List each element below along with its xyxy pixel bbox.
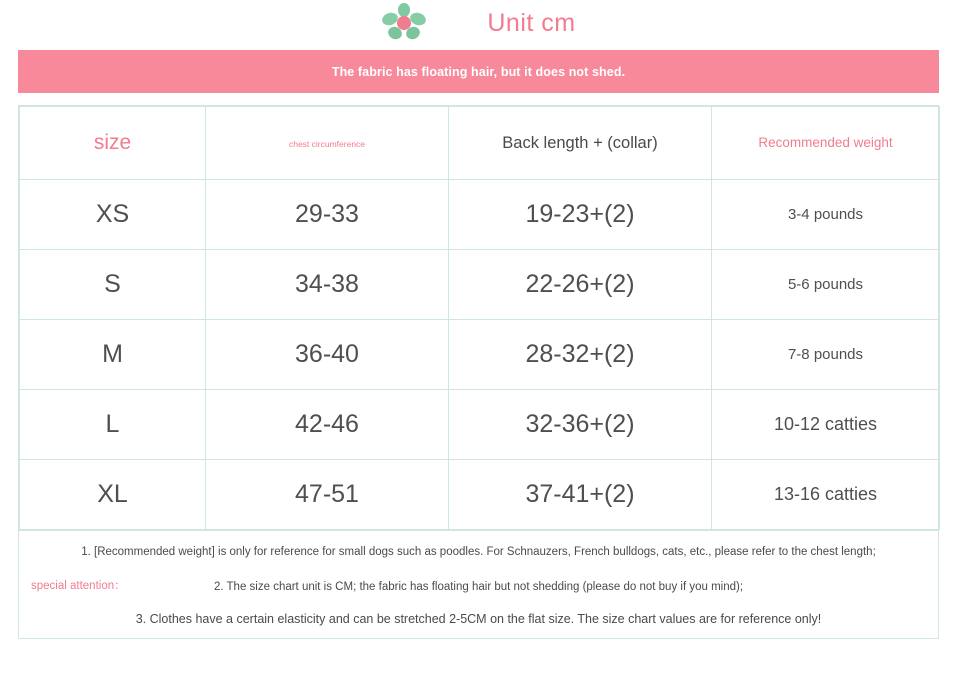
table-row: [20, 180, 940, 250]
special-attention-label: special attention：: [31, 579, 126, 592]
cell-back-length: [449, 180, 712, 250]
cell-size-value: S: [104, 270, 121, 298]
page-header: [0, 0, 957, 46]
cell-weight-value: 7-8 pounds: [787, 345, 864, 363]
notice-banner: [18, 50, 939, 93]
column-header-size-label: size: [93, 131, 132, 154]
cell-size-value: XS: [95, 200, 130, 228]
cell-back-length-value: 37-41+(2): [525, 480, 635, 508]
cell-weight: [712, 250, 940, 320]
cell-weight: [712, 460, 940, 530]
column-header-back-length: [449, 107, 712, 180]
cell-weight-value: 3-4 pounds: [787, 205, 864, 223]
table-row: [20, 460, 940, 530]
column-header-chest-label: chest circumference: [288, 139, 366, 149]
note-line-1: 1. [Recommended weight] is only for reference for small dogs such as poodles. For Schnauzers, French bulldogs, cats, etc., please refer to the chest length;: [81, 546, 876, 558]
cell-size-value: XL: [97, 480, 128, 508]
cell-back-length: [449, 320, 712, 390]
cell-weight-value: 13-16 catties: [773, 484, 878, 504]
cell-weight: [712, 320, 940, 390]
cell-chest-value: 47-51: [295, 480, 359, 508]
column-header-back-length-label: Back length + (collar): [502, 133, 658, 152]
cell-chest: [206, 250, 449, 320]
cell-back-length-value: 28-32+(2): [525, 340, 635, 368]
cell-chest: [206, 460, 449, 530]
cell-chest-value: 36-40: [295, 340, 359, 368]
cell-weight-value: 10-12 catties: [773, 414, 878, 434]
cell-chest-value: 29-33: [295, 200, 359, 228]
flower-icon: [381, 2, 427, 44]
table-row: [20, 390, 940, 460]
cell-back-length: [449, 250, 712, 320]
size-table: [19, 106, 940, 530]
table-header-row: [20, 107, 940, 180]
cell-chest: [206, 390, 449, 460]
cell-weight: [712, 180, 940, 250]
cell-back-length-value: 19-23+(2): [525, 200, 635, 228]
cell-back-length-value: 22-26+(2): [525, 270, 635, 298]
cell-chest: [206, 320, 449, 390]
cell-chest-value: 42-46: [295, 410, 359, 438]
note-line-2-wrapper: [19, 577, 938, 596]
column-header-size: [20, 107, 206, 180]
cell-back-length-value: 32-36+(2): [525, 410, 635, 438]
notice-banner-text: The fabric has floating hair, but it does not shed.: [331, 64, 626, 79]
cell-back-length: [449, 460, 712, 530]
cell-size-value: L: [105, 410, 120, 438]
page-title: Unit cm: [487, 8, 576, 37]
cell-size: [20, 320, 206, 390]
column-header-chest: [206, 107, 449, 180]
cell-size-value: M: [102, 340, 123, 368]
cell-size: [20, 250, 206, 320]
cell-weight: [712, 390, 940, 460]
table-row: [20, 250, 940, 320]
cell-size: [20, 180, 206, 250]
cell-weight-value: 5-6 pounds: [787, 275, 864, 293]
cell-size: [20, 460, 206, 530]
note-line-3: 3. Clothes have a certain elasticity and can be stretched 2-5CM on the flat size. The size chart values are for reference only!: [135, 612, 822, 627]
column-header-weight-label: Recommended weight: [758, 135, 893, 150]
cell-chest: [206, 180, 449, 250]
cell-size: [20, 390, 206, 460]
note-line-2: 2. The size chart unit is CM; the fabric has floating hair but not shedding (please do not buy if you mind);: [213, 580, 744, 593]
table-row: [20, 320, 940, 390]
notes-section: [18, 531, 939, 639]
cell-chest-value: 34-38: [295, 270, 359, 298]
column-header-weight: [712, 107, 940, 180]
cell-back-length: [449, 390, 712, 460]
size-table-wrapper: [18, 105, 939, 531]
